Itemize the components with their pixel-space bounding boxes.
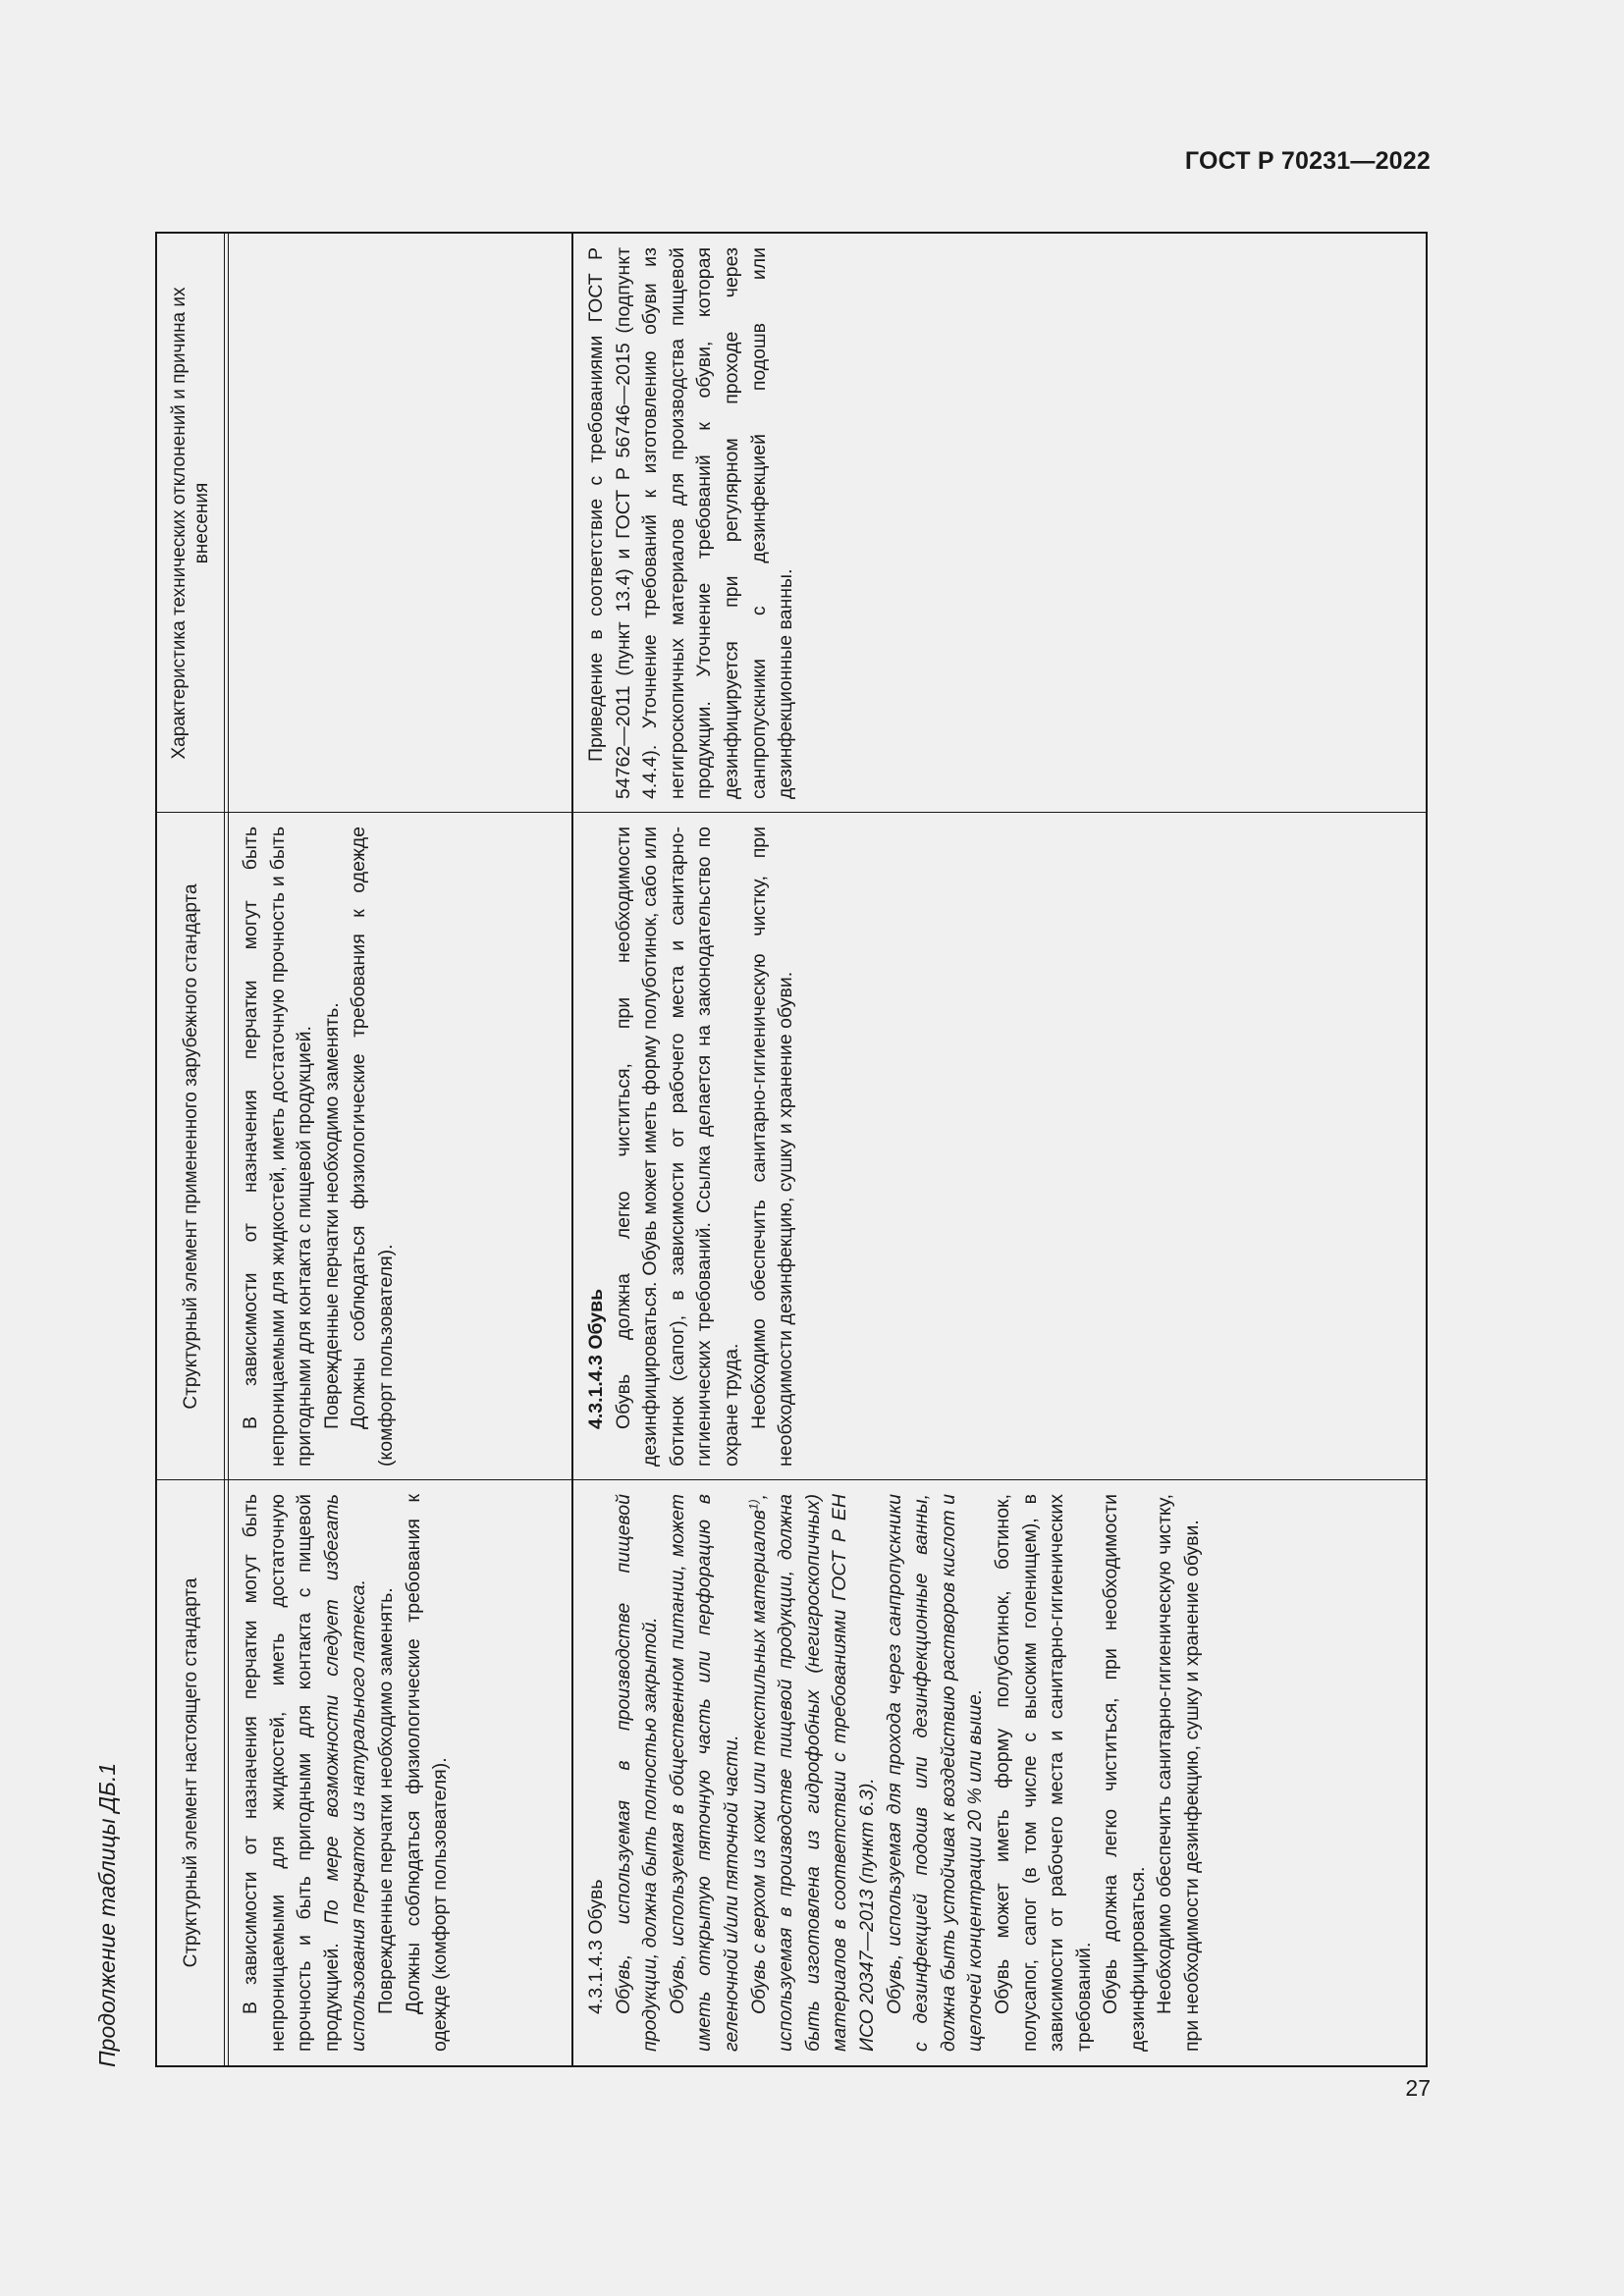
row1-col1-italic: По мере возможности следует избегать использования перчаток из натурального латекса. [320, 1494, 370, 2052]
table-caption: Продолжение таблицы ДБ.1 [94, 1762, 120, 2067]
row2-col2-heading-num: 4.3.1.4.3 [585, 1355, 607, 1429]
row2-col1-p3a: Обувь с верхом из кожи или текстильных материалов [747, 1510, 770, 2014]
row2-col3-cell [583, 234, 800, 813]
row1-col2-cell [238, 813, 401, 1480]
row2-col1-p3b: , используемая в производстве пищевой продукции, должна быть изготовлена из гидрофобных (негигроскопичных) материалов в соответствии с требованиями ГОСТ Р ЕН ИСО 20347—2013 (пункт 6.3). [747, 1494, 878, 2052]
row2-col2-p2: Необходимо обеспечить санитарно-гигиеническую чистку, при необходимости дезинфекцию, сушку и хранение обуви. [747, 827, 797, 1467]
row2-col2-p1: Обувь должна легко чиститься, при необходимости дезинфицироваться. Обувь может иметь форму полуботинок, сабо или ботинок (сапог), в зависимости от рабочего места и санитарно-гигиенических требований. Ссылка делается на законодательство по охране труда. [612, 827, 742, 1467]
rotated-table-page [94, 230, 1428, 2067]
row2-col1-p2: Обувь, используемая в общественном питании, может иметь открытую пяточную часть или перфорацию в геленочной и/или пяточной части. [666, 1494, 742, 2052]
column-header-deviations: Характеристика технических отклонений и причина их внесения [169, 287, 212, 760]
row1-col2-p1: В зависимости от назначения перчатки могут быть непроницаемыми для жидкостей, иметь достаточную прочность и быть пригодными для контакта с пищевой продукцией. [240, 827, 316, 1467]
row2-col1-cell [583, 1480, 1207, 2065]
row-divider [571, 234, 573, 2065]
column-header-foreign-standard: Структурный элемент примененного зарубежного стандарта [180, 883, 201, 1410]
column-header-this-standard: Структурный элемент настоящего стандарта [180, 1577, 201, 1968]
row1-col2-p2: Поврежденные перчатки необходимо заменять. [320, 1002, 343, 1429]
row2-col1-p4: Обувь, используемая для прохода через санпропускники с дезинфекцией подошв или дезинфекционные ванны, должна быть устойчива к воздействию растворов кислот и щелочей концентрации 20 % или выше. [883, 1494, 987, 2052]
row2-col3-p1: Приведение в соответствие с требованиями ГОСТ Р 54762—2011 (пункт 13.4) и ГОСТ Р 56746—2015 (подпункт 4.4.4). Уточнение требований к изготовлению обуви из негигроскопичных материалов для производства пищевой продукции. Уточнение требований к обуви, которая дезинфицируется при регулярном проходе через санпропускники с дезинфекцией подошв или дезинфекционные ванны. [585, 247, 797, 799]
row1-col1-text: В зависимости от назначения перчатки могут быть непроницаемыми для жидкостей, иметь достаточную прочность и быть пригодными для контакта с пищевой продукцией. [240, 1494, 343, 2052]
document-id: ГОСТ Р 70231—2022 [1184, 147, 1431, 175]
row1-col1-p3: Должны соблюдаться физиологические требования к одежде (комфорт пользователя). [402, 1494, 452, 2052]
row2-col1-p5: Обувь может иметь форму полуботинок, ботинок, полусапог, сапог (в том числе с высоким голенищем), в зависимости от рабочего места и санитарно-гигиенических требований. [991, 1494, 1095, 2052]
row2-col1-heading: 4.3.1.4.3 Обувь [585, 1879, 607, 2014]
table-header-row [157, 234, 225, 2065]
header-double-rule [228, 234, 229, 2065]
row2-col2-cell [583, 813, 800, 1480]
row2-col1-p6: Обувь должна легко чиститься, при необходимости дезинфицироваться. [1100, 1494, 1149, 2052]
row2-col2-heading [583, 827, 611, 1467]
row2-col2-heading-title: Обувь [585, 1288, 607, 1350]
row2-col1-p7: Необходимо обеспечить санитарно-гигиеническую чистку, при необходимости дезинфекцию, сушку и хранение обуви. [1154, 1494, 1204, 2052]
row1-col1-p2: Поврежденные перчатки необходимо заменять. [374, 1587, 397, 2014]
row1-col1-cell [238, 1480, 455, 2065]
row1-col2-p3: Должны соблюдаться физиологические требования к одежде (комфорт пользователя). [348, 827, 397, 1467]
footnote-marker: 1) [746, 1499, 761, 1511]
page-number: 27 [1405, 2075, 1431, 2101]
comparison-table [155, 232, 1428, 2067]
row2-col1-p1: Обувь, используемая в производстве пищевой продукции, должна быть полностью закрытой. [612, 1494, 662, 2052]
